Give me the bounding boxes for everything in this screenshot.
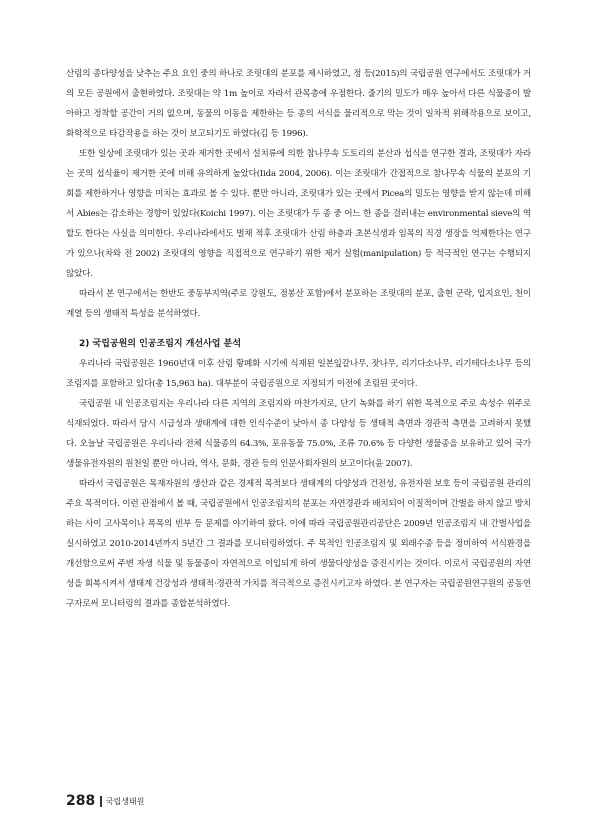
paragraph: 우리나라 국립공원은 1960년대 이후 산림 황폐화 시기에 식재된 일본잎갈나무, 잣나무, 리기다소나무, 리기테다소나무 등의 조림지를 포함하고 있다(총 15,963 ha). 대부분이 국립공원으로 지정되기 이전에 조림된 곳이다. [66,359,531,389]
footer-divider [100,796,102,807]
document-body [66,64,531,614]
paragraph: 또한 일상에 조릿대가 있는 곳과 제거한 곳에서 설치류에 의한 참나무속 도토리의 분산과 섭식을 연구한 결과, 조릿대가 자라는 곳의 섭식율이 제거한 곳에 비해 유의하게 높았다(Iida 2004, 2006). 이는 조릿대가 간접적으로 참나무속 식물의 분포의 기회를 제한하거나 영향을 미치는 효과로 볼 수 있다. 뿐만 아니라, 조릿대가 있는 곳에서 Picea의 밀도는 영향을 받지 않는데 비해서 Abies는 감소하는 경향이 있었다(Koichi 1997). 이는 조릿대가 두 종 중 어느 한 종을 걸러내는 environmental sieve의 역할도 한다는 사실을 의미한다. 우리나라에서도 벌채 적후 조릿대가 산림 하층과 초본식생과 임목의 직경 생장을 억제한다는 연구가 있으나(차와 전 2002) 조릿대의 영향을 직접적으로 연구하기 위한 제거 실험(manipulation) 등 적극적인 연구는 수행되지 않았다. [66,149,531,279]
page-number: 288 [66,793,96,809]
footer-publication-title: 국립생태원 [105,796,145,806]
paragraph: 따라서 본 연구에서는 한반도 중동부지역(주로 강원도, 점봉산 포함)에서 분포하는 조릿대의 분포, 출현 군락, 입지요인, 천이계열 등의 생태적 특성을 분석하였다. [66,289,531,319]
paragraph: 따라서 국립공원은 목재자원의 생산과 같은 경제적 목적보다 생태계의 다양성과 건전성, 유전자원 보호 등이 국립공원 관리의 주요 목적이다. 이런 관점에서 볼 때, 국립공원에서 인공조림지의 분포는 자연경관과 배치되어 이질적이며 간벌을 하지 않고 방치하는 사이 고사목이나 폭목의 빈부 등 문제를 야기하여 왔다. 이에 따라 국립공원관리공단은 2009년 인공조림지 내 간벌사업을 실시하였고 2010-2014년까지 5년간 그 결과를 모니터링하였다. 주 목적인 인공조림지 및 외래수종 등을 정비하여 서식환경을 개선함으로써 주변 자생 식물 및 동물종이 자연적으로 이입되게 하여 생물다양성을 증진시키는 것이다. 이로서 국립공원의 자연성을 회복시켜서 생태계 건강성과 생태적·경관적 가치를 적극적으로 증진시키고자 하였다. 본 연구자는 국립공원연구원의 공동연구자로써 모니터링의 결과를 종합분석하였다. [66,479,531,609]
paragraph: 국립공원 내 인공조림지는 우리나라 다른 지역의 조림지와 마찬가지로, 단기 녹화를 하기 위한 목적으로 주로 속성수 위주로 식재되었다. 따라서 당시 시급성과 생태계에 대한 인식수준이 낮아서 종 다양성 등 생태적 측면과 경관적 측면을 고려하지 못했다. 오늘날 국립공원은 우리나라 전체 식물종의 64.3%, 포유동물 75.0%, 조류 70.6% 등 다양한 생물종을 보유하고 있어 국가 생물유전자원의 원천일 뿐만 아니라, 역사, 문화, 경관 등의 인문사회자원의 보고이다(윤 2007). [66,399,531,469]
page-footer [66,793,144,809]
section-heading: 2) 국립공원의 인공조림지 개선사업 분석 [79,339,242,349]
paragraph: 산림의 종다양성을 낮추는 주요 요인 중의 하나로 조릿대의 분포를 제시하였고, 정 등(2015)의 국립공원 연구에서도 조릿대가 거의 모든 공원에서 출현하였다. 조릿대는 약 1m 높이로 자라서 관목층에 우점한다. 줄기의 밀도가 매우 높아서 다른 식물종이 발아하고 정착할 공간이 거의 없으며, 동물의 이동을 제한하는 등 종의 서식을 물리적으로 막는 것이 일차적 위해작용으로 보이고, 화학적으로 타감작용을 하는 것이 보고되기도 하였다(김 등 1996). [66,69,531,139]
